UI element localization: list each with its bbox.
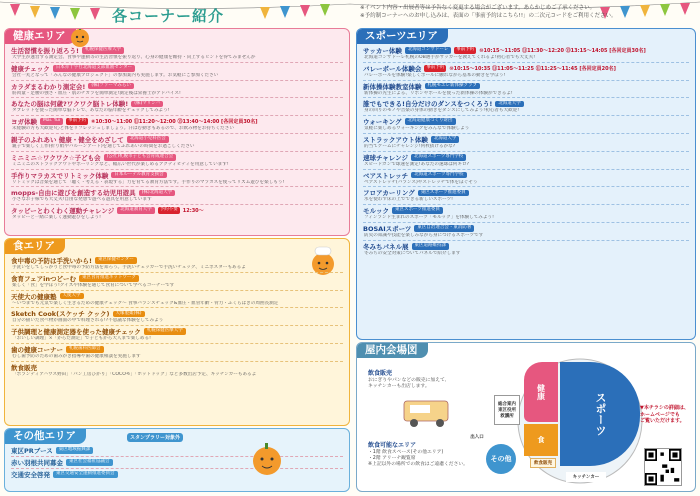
entry-name: ストラックアウト体験 (363, 135, 428, 144)
entry-header (11, 458, 343, 467)
entry-header (363, 224, 689, 233)
entry-header (363, 64, 689, 73)
page-title: 各コーナー紹介 (112, 7, 225, 25)
zone-food-sales-label: 飲食販売 (534, 461, 552, 466)
entry (11, 470, 343, 479)
organizer-badge: 東区食育推進ネットワーク (79, 275, 139, 282)
entry-description: スピードガンで球速を測定!あなたの速球は何キロ? (364, 161, 470, 167)
entrance-label (466, 432, 488, 442)
session-times: ⑥10:30～11:00 ⑪11:20～12:00 ⑬13:40～14:00 [各回定員30名] (91, 119, 258, 126)
sports-entries (363, 46, 689, 257)
entry-divider (363, 240, 689, 241)
entry-description: ～いつまでも元気で楽しく生きるための健康チェック～ 食事バランスチェック&血圧・血管年齢・骨力・ふくらはぎの周囲長測定 (12, 300, 279, 306)
entry-name: Sketch Cook(スケッチ クック) (11, 310, 110, 319)
entry (11, 327, 343, 342)
mascot-icon (67, 28, 93, 48)
entry-name: 子供調理と健康測定器を使った健康チェック (11, 328, 141, 337)
entry (11, 188, 343, 203)
entry-header (11, 345, 343, 354)
organizer-badge: 札幌歯科医師会 (66, 346, 104, 353)
organizer-badge: 北海道大学 (431, 136, 460, 143)
entry-header (363, 153, 689, 162)
entry-name: ミニミニ☆ワクワク☆子ども会 (11, 153, 101, 162)
entry (11, 153, 343, 168)
entry-description: 筋肉量・足腰の強さ・血圧・肌のチカラを簡単測定!測定後は栄養士がアドバイス! (12, 90, 181, 96)
entry-name: 冬みちパネル展 (363, 242, 409, 251)
organizer-badge: 北海道コンサドーレ (405, 47, 451, 54)
zone-other-label: その他 (490, 455, 512, 463)
entry-header (11, 446, 343, 455)
entry-divider (363, 186, 689, 187)
entry-header (11, 46, 343, 55)
entry-divider (11, 204, 343, 205)
organizer-badge: 東区スポーツ推進委員 (392, 207, 443, 214)
entry-divider (11, 115, 343, 116)
entry-divider (363, 222, 689, 223)
zone-food-sales (530, 458, 556, 468)
eat-area-desc-line1: ・1階 飲食スペース(その他エリア) (368, 450, 444, 455)
food-entries (11, 256, 343, 378)
zone-food (524, 424, 558, 456)
side-note-line1: ▼本チラシの詳細は、 (640, 405, 689, 411)
organizer-badge: 北海道小児科医会 (127, 136, 169, 143)
entry-name: BOSAIスポーツ (363, 224, 412, 233)
entry-description: 未経験の方も大歓迎!心と体をリフレッシュしましょう。汗ばむ動きもあるので、お飲み物をお持ちください (12, 126, 234, 132)
entry-description: バレーボールを体験!楽しくボールに触れながら基本の動きを学ぼう! (364, 72, 506, 78)
entry-header (11, 206, 343, 215)
entry-header (11, 188, 343, 197)
entry-description: 冬みちの安全対策についてパネルで紹介します (364, 250, 461, 256)
health-area-panel (4, 28, 350, 236)
entry-name: 親子のふれあい 健康・健全をめざして (11, 135, 124, 144)
header-note-line1: ※イベント内容・出展者等は予告なく変更する場合がございます。あらかじめご了承ください。 (360, 5, 596, 11)
zone-other (486, 444, 516, 474)
entry-name: 赤い羽根共同募金 (11, 459, 63, 467)
entry (11, 446, 343, 455)
entry-header (363, 206, 689, 215)
entry-name: mopps-自由に遊びを創造する幼児用遊具 (11, 189, 136, 198)
entry-divider (11, 169, 343, 170)
entry (363, 171, 689, 186)
entry (363, 135, 689, 150)
stamp-rally-note: スタンプラリー対象外 (127, 433, 183, 442)
reservation-badge: 事前予約 (68, 118, 87, 124)
side-note-line3: ご覧いただけます。 (640, 418, 685, 424)
organizer-badge: 東区自治連合会・東消防署 (414, 225, 474, 232)
entry-name: バレーボール体験会 (363, 64, 422, 73)
session-times: ⑩10:15～11:05 ⑪11:30～12:20 ⑬13:15～14:05 [各回定員30名] (479, 48, 646, 54)
entry (363, 224, 689, 239)
entry-description: ミニミニのストラックアウトやボーリングなど、幅広い世代が楽しめるアクティビティを用意しています! (12, 161, 229, 167)
header-note (360, 4, 617, 20)
food-area-panel (4, 238, 350, 426)
entry-header (11, 135, 343, 144)
entry-description: 新体操の先生による、リボンやボールを使った新体操の体験ができるよ! (364, 90, 513, 96)
session-times: ⑩10:15～10:35 ⑪11:05～11:25 ⑪11:25～11:45 [各回定員20名] (449, 65, 616, 72)
entry-divider (363, 115, 689, 116)
mascot-other-icon (245, 435, 289, 489)
indoor-map-title: 屋内会場図 (357, 343, 428, 358)
entry-divider (11, 186, 343, 187)
other-entries (11, 446, 343, 479)
entry (11, 292, 343, 307)
entry (11, 135, 343, 150)
entry-divider (11, 62, 343, 63)
entry-name: タッピーとわくわく運動チャレンジ (11, 207, 115, 216)
entry (363, 188, 689, 203)
entry-header (363, 117, 689, 126)
entry-description: 気軽に楽しめるウォーキングをみんなで体験しよう (364, 126, 470, 132)
entry-header (11, 64, 343, 73)
entry-description: 「ボランティアハウス野田」「パン工房ひかり」「COCOモ」「ホットドッグ」など多数出店予定、キッチンカーもあるよ (12, 371, 257, 377)
entry-name: 誰でもできる!自分だけのダンスをつくろう! (363, 100, 493, 109)
entry-header (11, 470, 343, 479)
entry-description: 的当てゲームにチャレンジ!何枚抜けるかな? (364, 143, 456, 149)
entry-name: フロアカーリング (363, 189, 415, 198)
entry-divider (11, 290, 343, 291)
organizer-badge: 札幌保健医療大学 (82, 47, 124, 54)
entry-description: 防災の知識や技能を楽しみながら身につけるスポーツです (364, 232, 484, 238)
entry-header (363, 242, 689, 251)
entry-divider (363, 204, 689, 205)
organizer-badge: 北海道スポーツ専門学校 (411, 154, 466, 161)
organizer-badge: 東区スポーツ推進委員 (418, 190, 469, 197)
sports-area-panel (356, 28, 696, 340)
entry (11, 345, 343, 360)
entry-description: リトミックは音楽を通じて「聴く・考える・表現する」力を育てる教育方法です。手作りのマラカスを使ってリズム遊びを楽しもう! (12, 179, 285, 185)
entry-description: 大学生が運営する測定会。食事や運動等の生活習慣を振り返り、心身の健康を維持・向上するヒントを得てみませんか (12, 55, 256, 60)
entry-divider (11, 343, 343, 344)
entry-name: 東区PRブース (11, 447, 53, 455)
zone-info-center-label: 総合案内 東区役所 救護所 (498, 402, 516, 419)
entry-header (363, 46, 689, 55)
reservation-badge: 予約不要 (159, 207, 178, 213)
entry-description: 氷を使わず床の上でできる新しいスポーツ! (364, 197, 453, 203)
entry-name: サッカー体験 (363, 47, 402, 55)
entry-description: 北海道コンサドーレ札幌のOB選手がサッカーを教えてくれるよ!初心者でも大丈夫! (364, 55, 536, 60)
organizer-badge: (公社)札幌市子ども会育成連合会 (104, 154, 177, 161)
entry-name: 飲食販売 (11, 363, 37, 372)
entry (363, 64, 689, 79)
entry-header (11, 363, 343, 372)
entry-header (363, 135, 689, 144)
food-area-title: 食エリア (5, 239, 65, 254)
entry-description: 楽しく「食」を学ぼう!クイズや体験を通じて食育について学べるコーナーです (12, 282, 175, 288)
food-sales-desc (368, 378, 449, 390)
organizer-badge: 東区保健センター (95, 257, 137, 264)
entry-header (363, 171, 689, 180)
entry-header (363, 82, 689, 91)
organizer-badge: (株)マリンバ (131, 101, 163, 108)
entry-name: 速球チャレンジ (363, 153, 408, 162)
entry-name: 交通安全啓発 (11, 471, 50, 479)
entry (11, 99, 343, 114)
entry-description: タッピーと一緒に楽しく運動遊びをしよう! (12, 215, 101, 221)
entry-header (11, 153, 343, 162)
entry-header (363, 99, 689, 108)
entry (363, 82, 689, 97)
entry-header (11, 256, 343, 265)
entry-divider (11, 325, 343, 326)
zone-health (524, 362, 558, 422)
zone-health-label: 健康 (536, 384, 546, 400)
entry (363, 99, 689, 114)
entry (11, 256, 343, 271)
entry-description: 「おいしい調理」×「からだ測定」で子どもから大人まで楽しめる! (12, 336, 151, 342)
entry-divider (363, 80, 689, 81)
entry (363, 153, 689, 168)
session-times: 12:30～ (182, 208, 204, 215)
entry-name: 新体操体験教室体験 (363, 82, 422, 91)
entry-divider (11, 307, 343, 308)
organizer-badge: 東区道路維持課 (412, 243, 450, 250)
eat-area-label: 飲食可能なエリア (368, 442, 417, 449)
entry-header (11, 292, 343, 301)
entry-description: 親子で楽しく工作(折り紙やバルーンアート)を通じてふれあいの時間をお過ごしください (12, 143, 195, 149)
organizer-badge: 北海道健康づくり財団 (405, 118, 456, 125)
entry-description: 会社一丸となって「みんなの健康プロジェクト」の参加案内も実施します。お気軽にご参加ください (12, 72, 219, 78)
eat-area-desc-line2: ・2階 アリーナ観覧席 (368, 456, 416, 461)
entry-divider (363, 151, 689, 152)
organizer-badge: 東区社会福祉協議会 (66, 459, 113, 466)
eat-area-desc (368, 450, 468, 468)
entry-name: ベアストレッチ (363, 171, 409, 180)
entry-divider (11, 80, 343, 81)
qr-code-icon[interactable] (644, 448, 682, 486)
sports-area-title: スポーツエリア (357, 29, 448, 44)
entry-divider (363, 169, 689, 170)
entry-header (11, 309, 343, 318)
entry-description: 自分の描いた食べ物が画面の中で料理される!?不思議な体験をしてみよう (12, 318, 164, 324)
entry-name: モルック (363, 207, 389, 216)
organizer-badge: 天使大学 (60, 293, 84, 300)
organizer-badge: (株)ファーマみらい (88, 83, 133, 90)
entry-description: タブレットを使った簡単な脳トレで、あなたの脳年齢をチェックしてみよう! (12, 108, 170, 114)
entry-divider (363, 97, 689, 98)
other-area-panel (4, 428, 350, 492)
entry (11, 309, 343, 324)
entry-divider (11, 361, 343, 362)
entry-divider (363, 62, 689, 63)
entry-header (11, 117, 343, 126)
kitchen-car-icon (400, 395, 460, 430)
entry (11, 206, 343, 221)
organizer-badge: 日本ルーテル教育支援会 (111, 172, 166, 179)
entry-header (11, 274, 343, 283)
entry-description: ベアストレッチ(バランス)やストレッチで体をほぐそう (364, 179, 478, 185)
organizer-badge: (株)北海道大学 (139, 190, 176, 197)
entry (11, 46, 343, 61)
header-note-line2: ※予約制コーナーへのお申し込みは、表面の「事前予約はこちら!!」の二次元コードをご利用ください。 (360, 13, 617, 19)
entry-divider (11, 456, 343, 457)
entry-name: 手作りマラカスでリトミック体験 (11, 171, 109, 180)
entry-description: 手洗いをしてしっかりと食中毒の予防方法を知ろう。手洗いチェッカーで手洗いチェック、ミニポスターもあるよ (12, 265, 246, 270)
food-sales-desc-line1: おにぎりやパンなどの販売に加えて、 (368, 378, 450, 383)
entry-name: 食育フェアinつどーむ (11, 274, 77, 283)
entry (11, 458, 343, 467)
side-note (640, 405, 689, 425)
organizer-badge: 札幌モエレ新体操クラブ (425, 83, 481, 90)
entry-divider (11, 97, 343, 98)
organizer-badge: 大塚製薬(株) (113, 311, 145, 318)
entry-name: ウォーキング (363, 118, 402, 127)
entry (363, 206, 689, 221)
side-note-line2: ホームページでも (640, 411, 680, 418)
entry-name: 歯の健康コーナー (11, 345, 63, 354)
entry-divider (11, 133, 343, 134)
entry-name: 天使大の健康塾 (11, 292, 57, 301)
zone-sports-label: スポーツ (594, 392, 607, 436)
entry (11, 64, 343, 79)
organizer-badge: 日本赤十字社北海道支部血液センター (53, 65, 135, 72)
entry (11, 117, 343, 132)
organizer-badge: 北海道大学 (495, 101, 524, 108)
entry-divider (363, 133, 689, 134)
organizer-badge: Mai. Yui (40, 118, 63, 125)
organizer-badge: 札幌保健医療大学 (144, 328, 186, 335)
entry-name: カラダまるわかり測定会! (11, 82, 86, 91)
entry-header (11, 99, 343, 108)
entry-description: フィンランド生まれのスポーツ「モルック」を体験してみよう! (364, 215, 494, 221)
entry (11, 274, 343, 289)
organizer-badge: 北海道スポーツ専門学校 (411, 172, 466, 179)
entry-description: 小さなお子様でも大丈夫!自由な発想で遊べる遊具を用意しています (12, 197, 152, 203)
entry (363, 46, 689, 61)
health-entries (11, 46, 343, 221)
entry-divider (11, 151, 343, 152)
entry-name: あなたの脳は何歳?ワクワク脳トレ体験! (11, 100, 129, 109)
organizer-badge: 東区地域振興課 (56, 447, 94, 454)
entry-header (11, 82, 343, 91)
entry (363, 117, 689, 132)
entry-name: 健康チェック (11, 64, 50, 73)
eat-area-desc-line3: ※上記以外の場所での飲食はご遠慮ください。 (368, 462, 468, 467)
entrance-text: 出入口 (470, 435, 484, 440)
zone-food-label: 食 (537, 436, 545, 444)
reservation-badge: 事前予約 (456, 47, 475, 53)
organizer-badge: 北海道教育大学 (117, 207, 155, 214)
kitchen-car-area (566, 472, 606, 482)
food-sales-desc-line2: キッチンカーも出店します。 (368, 384, 430, 389)
entry (11, 171, 343, 186)
entry (11, 82, 343, 97)
reservation-badge: 事前予約 (426, 65, 445, 71)
entry-description: 身の回りのモノや音楽の身体の動きをダンスにしてみよう!初心者も大歓迎! (364, 108, 520, 114)
entry-description: むし歯予防のための歯みがき指導や歯の健康相談を実施します (12, 353, 141, 359)
food-sales-label: 飲食販売 (368, 370, 393, 377)
entry (11, 363, 343, 378)
entry-name: 生活習慣を振り返ろう! (11, 47, 79, 55)
entry-header (11, 171, 343, 180)
entry (363, 242, 689, 257)
zone-info-center (494, 395, 520, 425)
entry-divider (11, 468, 343, 469)
entry-divider (11, 272, 343, 273)
organizer-badge: 東区交通安全運動推進委員会 (53, 471, 118, 478)
entry-name: 食中毒の予防は手洗いから! (11, 257, 92, 265)
other-area-title: その他エリア (5, 429, 86, 444)
entry-header (363, 188, 689, 197)
health-area-title: 健康エリア (5, 29, 76, 44)
entry-header (11, 327, 343, 336)
entry-name: ヨガ体験 (11, 118, 37, 127)
kitchen-car-area-label: キッチンカー (572, 475, 600, 480)
